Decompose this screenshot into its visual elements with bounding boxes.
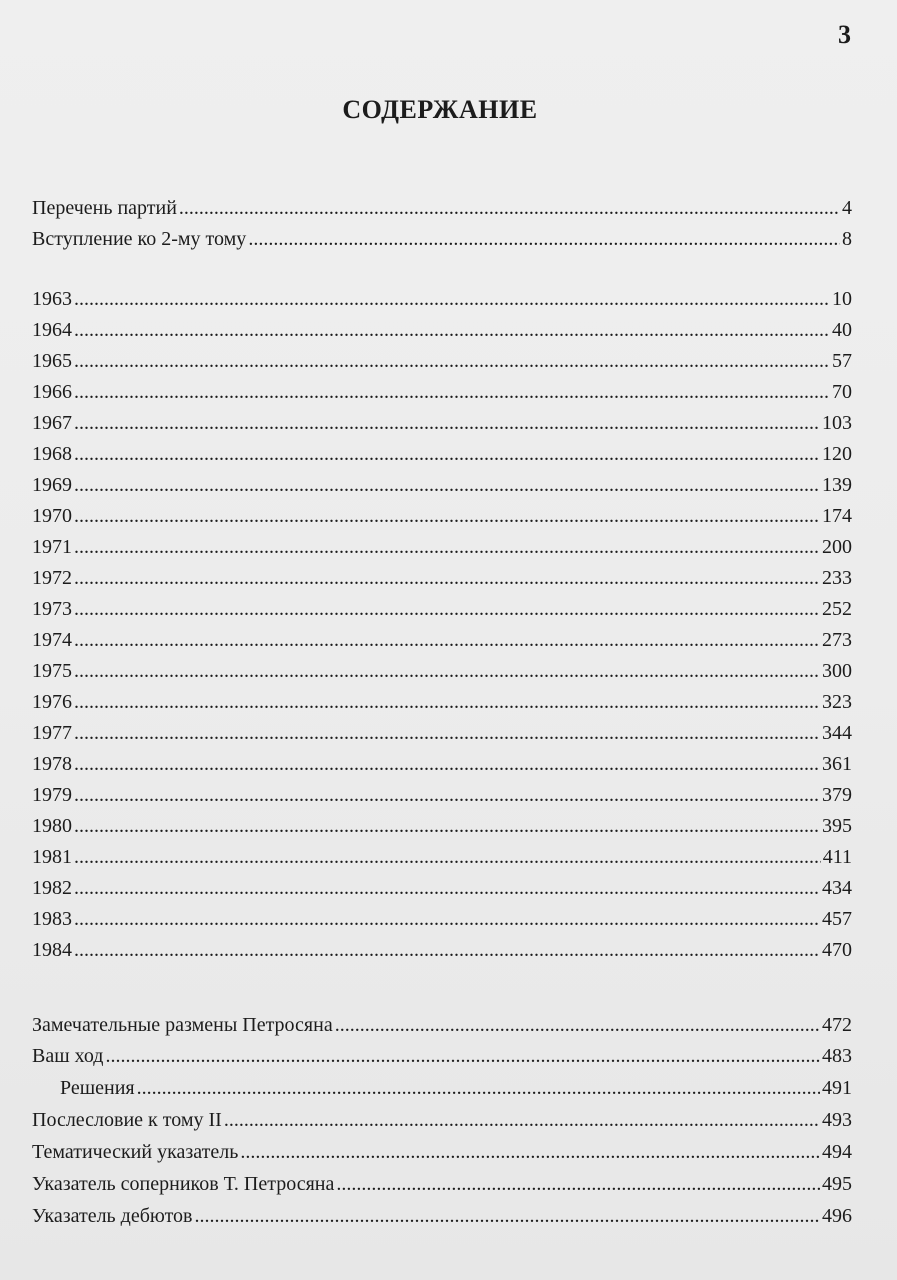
dot-leader <box>74 563 820 593</box>
toc-entry-page: 252 <box>822 598 852 620</box>
toc-entry-year <box>32 904 852 934</box>
dot-leader <box>74 718 820 748</box>
toc-entry-label: 1976 <box>32 691 72 713</box>
toc-entry-year <box>32 501 852 531</box>
dot-leader <box>74 749 820 779</box>
toc-entry-label: Послесловие к тому II <box>32 1109 222 1131</box>
toc-entry-page: 103 <box>822 412 852 434</box>
dot-leader <box>74 811 820 841</box>
toc-entry-label: Решения <box>60 1077 135 1099</box>
toc-entry-year <box>32 563 852 593</box>
toc-entry-label: 1982 <box>32 877 72 899</box>
toc-entry-page: 174 <box>822 505 852 527</box>
dot-leader <box>74 408 820 438</box>
toc-entry-page: 273 <box>822 629 852 651</box>
page-number: 3 <box>838 20 851 49</box>
toc-entry-page: 8 <box>842 228 852 250</box>
toc-entry-label: Указатель соперников Т. Петросяна <box>32 1173 335 1195</box>
toc-entry-year <box>32 811 852 841</box>
toc-entry-label: 1965 <box>32 350 72 372</box>
dot-leader <box>336 1169 820 1199</box>
toc-entry-label: 1970 <box>32 505 72 527</box>
toc-entry-page: 495 <box>822 1173 852 1195</box>
dot-leader <box>74 439 820 469</box>
dot-leader <box>74 377 830 407</box>
dot-leader <box>74 284 830 314</box>
toc-entry-page: 344 <box>822 722 852 744</box>
toc-entry-list-of-games <box>32 193 852 223</box>
toc-entry-year <box>32 935 852 965</box>
toc-entry-page: 379 <box>822 784 852 806</box>
toc-entry-year <box>32 470 852 500</box>
toc-entry-label: 1967 <box>32 412 72 434</box>
dot-leader <box>248 224 840 254</box>
toc-entry-page: 472 <box>822 1014 852 1036</box>
toc-entry-year <box>32 842 852 872</box>
toc-entry-page: 4 <box>842 197 852 219</box>
toc-entry-year <box>32 718 852 748</box>
toc-entry-openings-index <box>32 1201 852 1231</box>
toc-entry-page: 483 <box>822 1045 852 1067</box>
toc-entry-page: 300 <box>822 660 852 682</box>
toc-entry-label: Тематический указатель <box>32 1141 239 1163</box>
page-title: СОДЕРЖАНИЕ <box>342 95 538 124</box>
toc-entry-page: 40 <box>832 319 852 341</box>
toc-entry-label: 1974 <box>32 629 72 651</box>
dot-leader <box>137 1073 820 1103</box>
toc-entry-page: 493 <box>822 1109 852 1131</box>
toc-entry-year <box>32 315 852 345</box>
toc-entry-page: 411 <box>822 846 852 868</box>
dot-leader <box>74 532 820 562</box>
toc-entry-label: 1978 <box>32 753 72 775</box>
toc-entry-year <box>32 284 852 314</box>
dot-leader <box>74 625 820 655</box>
toc-entry-year <box>32 687 852 717</box>
toc-entry-page: 139 <box>822 474 852 496</box>
toc-entry-label: 1980 <box>32 815 72 837</box>
toc-entry-page: 457 <box>822 908 852 930</box>
dot-leader <box>195 1201 821 1231</box>
dot-leader <box>240 1137 820 1167</box>
toc-entry-label: 1963 <box>32 288 72 310</box>
toc-entry-page: 10 <box>832 288 852 310</box>
toc-entry-page: 434 <box>822 877 852 899</box>
toc-entry-page: 233 <box>822 567 852 589</box>
toc-entry-page: 57 <box>832 350 852 372</box>
toc-entry-label: 1969 <box>32 474 72 496</box>
dot-leader <box>105 1041 820 1071</box>
toc-entry-label: 1981 <box>32 846 72 868</box>
toc-entry-opponents-index <box>32 1169 852 1199</box>
toc-entry-year <box>32 594 852 624</box>
toc-entry-page: 361 <box>822 753 852 775</box>
dot-leader <box>74 904 820 934</box>
toc-entry-year <box>32 377 852 407</box>
toc-entry-year <box>32 873 852 903</box>
toc-entry-label: 1968 <box>32 443 72 465</box>
toc-entry-year <box>32 532 852 562</box>
dot-leader <box>74 315 830 345</box>
toc-entry-year <box>32 625 852 655</box>
toc-entry-label: Указатель дебютов <box>32 1205 193 1227</box>
dot-leader <box>335 1010 820 1040</box>
toc-entry-introduction <box>32 224 852 254</box>
dot-leader <box>74 594 820 624</box>
toc-entry-year <box>32 780 852 810</box>
toc-entry-label: Вступление ко 2-му тому <box>32 228 247 250</box>
toc-entry-year <box>32 439 852 469</box>
toc-entry-exchanges <box>32 1010 852 1040</box>
dot-leader <box>74 656 820 686</box>
dot-leader <box>74 501 820 531</box>
toc-entry-year <box>32 346 852 376</box>
toc-entry-label: 1984 <box>32 939 72 961</box>
toc-entry-page: 470 <box>822 939 852 961</box>
toc-entry-year <box>32 749 852 779</box>
toc-entry-label: 1972 <box>32 567 72 589</box>
toc-entry-page: 70 <box>832 381 852 403</box>
toc-entry-label: 1977 <box>32 722 72 744</box>
dot-leader <box>74 935 820 965</box>
toc-entry-label: 1971 <box>32 536 72 558</box>
toc-entry-label: 1979 <box>32 784 72 806</box>
dot-leader <box>74 470 820 500</box>
toc-entry-page: 491 <box>822 1077 852 1099</box>
toc-entry-year <box>32 408 852 438</box>
toc-entry-label: 1975 <box>32 660 72 682</box>
toc-entry-page: 120 <box>822 443 852 465</box>
toc-entry-label: 1964 <box>32 319 72 341</box>
dot-leader <box>224 1105 820 1135</box>
toc-entry-label: Перечень партий <box>32 197 177 219</box>
dot-leader <box>74 842 821 872</box>
toc-entry-page: 496 <box>822 1205 852 1227</box>
toc-entry-thematic-index <box>32 1137 852 1167</box>
toc-entry-label: 1966 <box>32 381 72 403</box>
toc-entry-year <box>32 656 852 686</box>
toc-entry-afterword <box>32 1105 852 1135</box>
toc-entry-label: 1983 <box>32 908 72 930</box>
toc-entry-label: Замечательные размены Петросяна <box>32 1014 333 1036</box>
toc-entry-page: 395 <box>822 815 852 837</box>
dot-leader <box>74 873 820 903</box>
dot-leader <box>74 780 820 810</box>
toc-entry-your-move <box>32 1041 852 1071</box>
toc-entry-page: 494 <box>822 1141 852 1163</box>
toc-entry-label: 1973 <box>32 598 72 620</box>
dot-leader <box>74 346 830 376</box>
toc-entry-page: 323 <box>822 691 852 713</box>
dot-leader <box>179 193 840 223</box>
toc-entry-solutions <box>32 1073 852 1103</box>
dot-leader <box>74 687 820 717</box>
toc-entry-label: Ваш ход <box>32 1045 104 1067</box>
toc-entry-page: 200 <box>822 536 852 558</box>
